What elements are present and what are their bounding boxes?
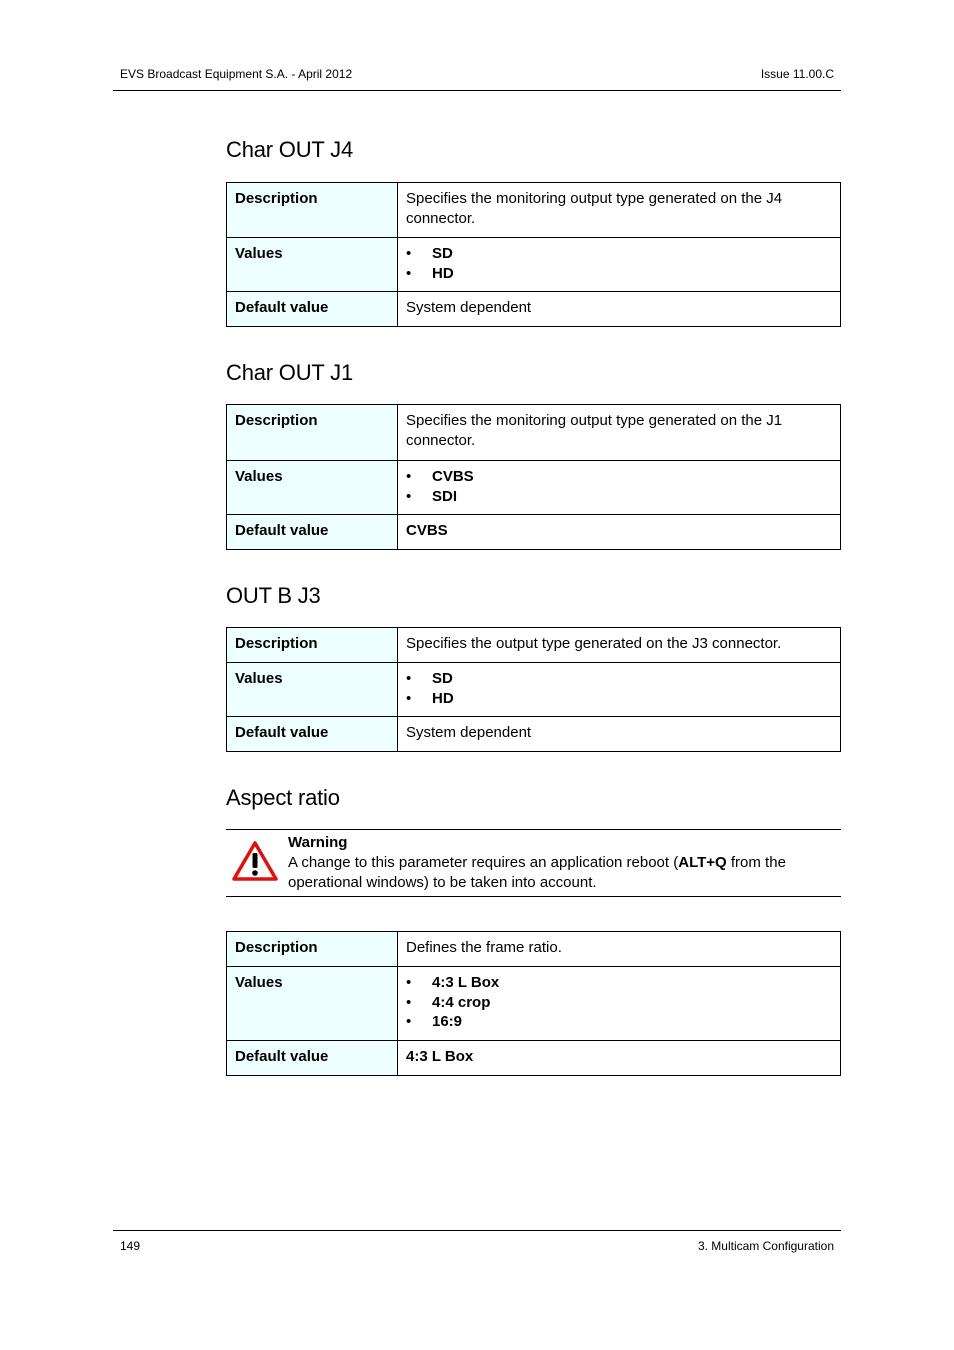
bullet: • <box>406 974 412 991</box>
description-label: Description <box>227 183 398 238</box>
table-row <box>227 238 841 292</box>
default-label: Default value <box>227 292 398 327</box>
values-list <box>406 467 832 506</box>
warning-text-part: A change to this parameter requires an application reboot ( <box>288 854 679 871</box>
list-item <box>406 264 832 284</box>
table-row <box>227 292 841 327</box>
values-list <box>406 244 832 283</box>
table-row <box>227 932 841 967</box>
table-row <box>227 405 841 461</box>
bullet: • <box>406 264 412 282</box>
description-value: Specifies the output type generated on the J3 connector. <box>398 628 841 663</box>
warning-box <box>226 829 841 897</box>
section-title-out-b-j3: OUT B J3 <box>226 583 321 608</box>
value-item: 16:9 <box>432 1013 463 1030</box>
bullet: • <box>406 487 412 505</box>
warning-title: Warning <box>288 834 348 851</box>
warning-text-part: from the operational windows) to be taken into account. <box>288 854 786 891</box>
value-item: SD <box>432 670 453 687</box>
list-item <box>406 669 832 689</box>
section-title-aspect-ratio: Aspect ratio <box>226 785 340 810</box>
values-list-cell <box>398 663 841 717</box>
table-row <box>227 663 841 717</box>
default-label: Default value <box>227 717 398 752</box>
bullet: • <box>406 1013 412 1030</box>
header-publisher: EVS Broadcast Equipment S.A. - April 2012 <box>120 67 353 81</box>
value-item: 4:4 crop <box>432 993 491 1011</box>
default-value: 4:3 L Box <box>398 1041 841 1076</box>
default-label: Default value <box>227 1041 398 1076</box>
warning-shortcut: ALT+Q <box>678 854 727 871</box>
values-label: Values <box>227 967 398 1041</box>
page-header <box>113 60 841 91</box>
warning-triangle-icon <box>232 840 278 882</box>
header-issue: Issue 11.00.C <box>760 67 834 81</box>
table-row <box>227 628 841 663</box>
param-table-aspect-ratio <box>226 931 841 1076</box>
description-value: Specifies the monitoring output type generated on the J4 connector. <box>398 183 841 238</box>
values-list <box>406 669 832 708</box>
description-label: Description <box>227 628 398 663</box>
description-value: Specifies the monitoring output type generated on the J1 connector. <box>398 405 841 461</box>
description-label: Description <box>227 405 398 461</box>
list-item <box>406 689 832 709</box>
list-item <box>406 1012 832 1032</box>
param-table-char-out-j1 <box>226 404 841 550</box>
table-row <box>227 515 841 550</box>
values-label: Values <box>227 238 398 292</box>
page-number: 149 <box>120 1239 141 1253</box>
default-value: CVBS <box>398 515 841 550</box>
value-item: CVBS <box>432 468 474 485</box>
value-item: SD <box>432 245 453 262</box>
table-row <box>227 461 841 515</box>
list-item <box>406 973 832 993</box>
list-item <box>406 244 832 264</box>
values-list-cell <box>398 238 841 292</box>
list-item <box>406 487 832 507</box>
values-list <box>406 973 832 1032</box>
table-row <box>227 183 841 238</box>
default-label: Default value <box>227 515 398 550</box>
footer-chapter: 3. Multicam Configuration <box>697 1239 834 1253</box>
bullet: • <box>406 245 412 262</box>
bullet: • <box>406 468 412 485</box>
list-item <box>406 993 832 1013</box>
bullet: • <box>406 993 412 1011</box>
default-value: System dependent <box>398 717 841 752</box>
list-item <box>406 467 832 487</box>
values-list-cell <box>398 967 841 1041</box>
table-row <box>227 1041 841 1076</box>
values-list-cell <box>398 461 841 515</box>
page-footer <box>113 1230 841 1261</box>
warning-text <box>288 853 828 893</box>
value-item: HD <box>432 264 454 282</box>
description-label: Description <box>227 932 398 967</box>
param-table-char-out-j4 <box>226 182 841 327</box>
param-table-out-b-j3 <box>226 627 841 752</box>
table-row <box>227 717 841 752</box>
bullet: • <box>406 689 412 707</box>
value-item: HD <box>432 689 454 707</box>
section-title-char-out-j4: Char OUT J4 <box>226 137 353 162</box>
table-row <box>227 967 841 1041</box>
value-item: 4:3 L Box <box>432 974 500 991</box>
description-value: Defines the frame ratio. <box>398 932 841 967</box>
default-value: System dependent <box>398 292 841 327</box>
bullet: • <box>406 670 412 687</box>
values-label: Values <box>227 663 398 717</box>
value-item: SDI <box>432 487 458 505</box>
section-title-char-out-j1: Char OUT J1 <box>226 360 353 385</box>
values-label: Values <box>227 461 398 515</box>
